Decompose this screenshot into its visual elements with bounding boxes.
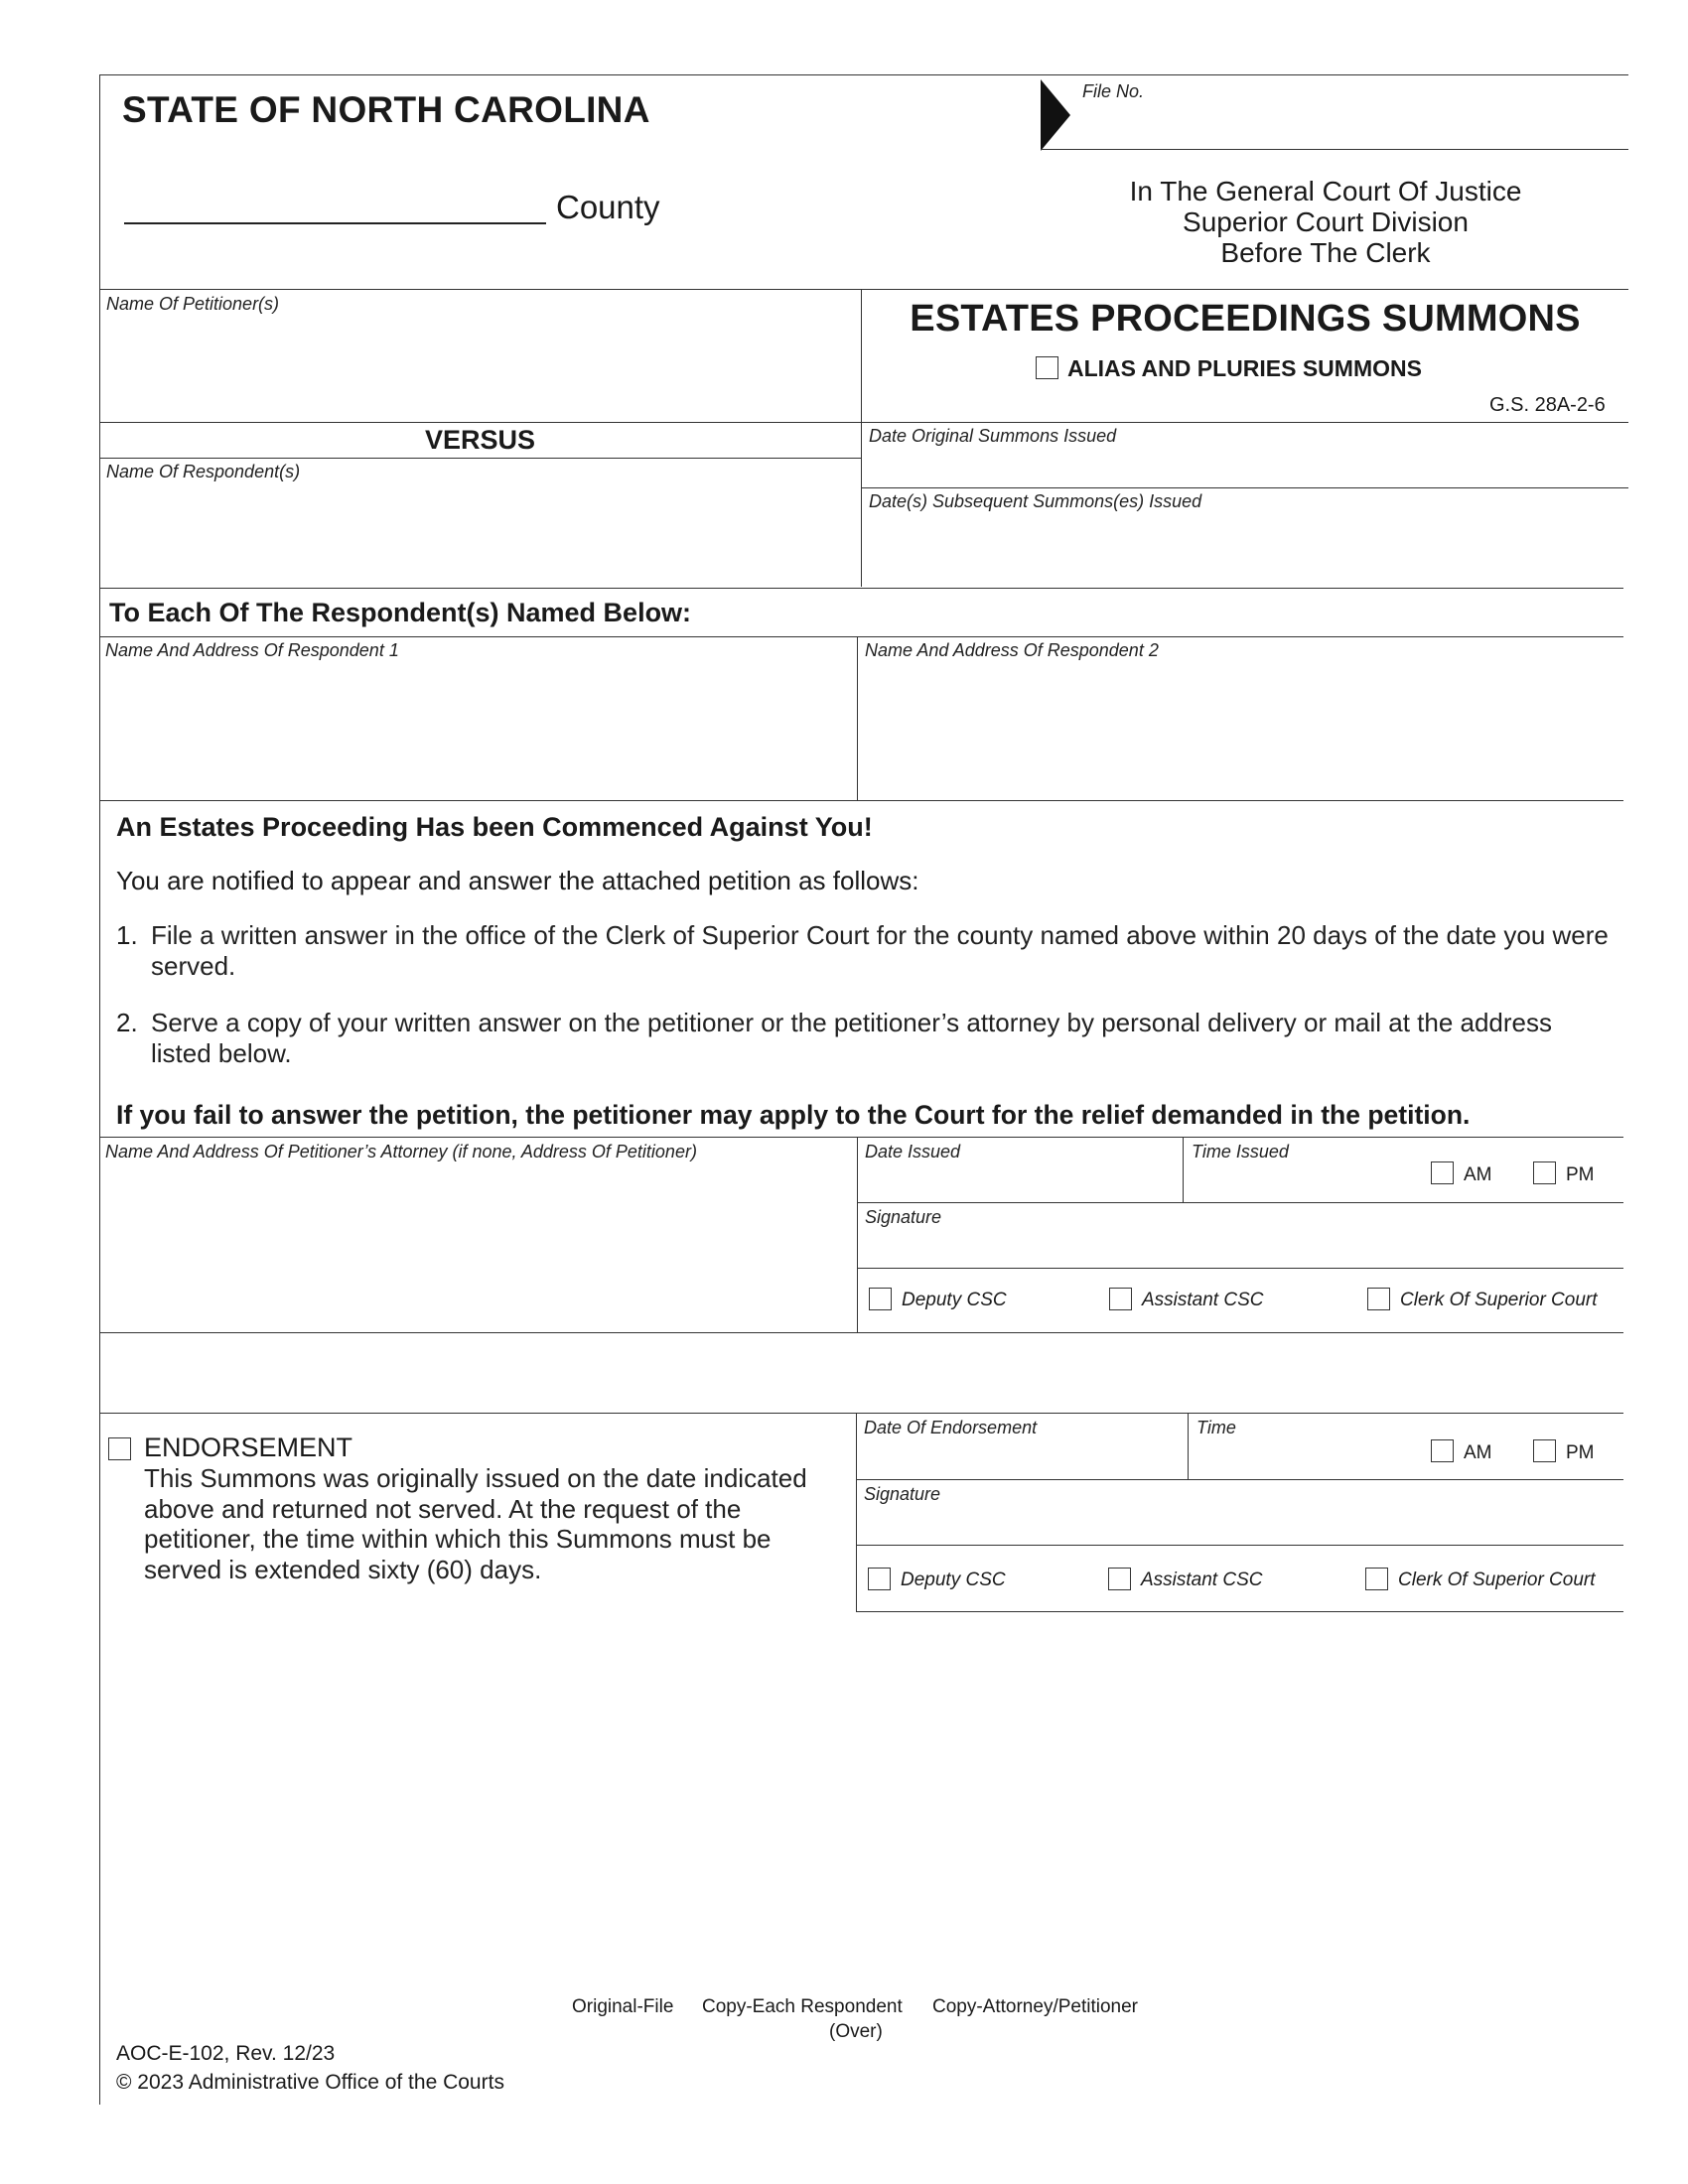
endorsement-deputy-checkbox[interactable]: [868, 1568, 891, 1590]
pm-label: PM: [1566, 1164, 1595, 1185]
deputy-csc-label: Deputy CSC: [902, 1290, 1007, 1310]
copy-respondent: Copy-Each Respondent: [702, 1996, 903, 2017]
divider: [861, 487, 1628, 488]
item2-text: Serve a copy of your written answer on the petitioner or the petitioner’s attorney by personal delivery or mail at the address listed below.: [151, 1008, 1553, 1068]
divider: [856, 1611, 1623, 1612]
copy-original: Original-File: [572, 1996, 674, 2017]
respondent2-label: Name And Address Of Respondent 2: [865, 640, 1159, 660]
divider: [856, 1413, 857, 1611]
versus-label: VERSUS: [424, 425, 536, 455]
assistant-csc-label: Assistant CSC: [1142, 1290, 1264, 1310]
date-original-label: Date Original Summons Issued: [869, 426, 1117, 446]
endorsement-clerk-checkbox[interactable]: [1365, 1568, 1388, 1590]
endorsement-am-label: AM: [1464, 1442, 1492, 1463]
signature-field[interactable]: [859, 1229, 1623, 1267]
notice-intro: You are notified to appear and answer the attached petition as follows:: [116, 866, 919, 895]
divider: [99, 1413, 1623, 1414]
divider: [856, 1479, 1623, 1480]
endorsement-signature-field[interactable]: [858, 1506, 1622, 1544]
divider: [856, 1545, 1623, 1546]
endorsement-deputy-label: Deputy CSC: [901, 1570, 1006, 1590]
endorsement-assistant-checkbox[interactable]: [1108, 1568, 1131, 1590]
signature-label: Signature: [865, 1207, 942, 1227]
statute-label: G.S. 28A-2-6: [1489, 394, 1606, 416]
file-no-label: File No.: [1082, 81, 1145, 101]
divider: [99, 1332, 1623, 1333]
alias-label: ALIAS AND PLURIES SUMMONS: [1067, 355, 1422, 381]
court-line-3: Before The Clerk: [1220, 237, 1431, 268]
divider: [861, 422, 1628, 423]
divider: [99, 289, 1628, 290]
form-number: AOC-E-102, Rev. 12/23: [116, 2042, 336, 2065]
endorsement-date-label: Date Of Endorsement: [864, 1418, 1038, 1437]
divider: [99, 588, 1623, 589]
respondent-label: Name Of Respondent(s): [106, 462, 301, 481]
divider: [99, 422, 861, 423]
court-line-1: In The General Court Of Justice: [1129, 176, 1522, 206]
divider: [857, 1202, 1623, 1203]
item1-text: File a written answer in the office of the Clerk of Superior Court for the county named above within 20 days of the date you were served.: [151, 920, 1609, 981]
divider: [99, 458, 861, 459]
form-title: ESTATES PROCEEDINGS SUMMONS: [910, 298, 1581, 340]
respondent2-field[interactable]: [859, 665, 1623, 799]
divider: [857, 636, 858, 800]
endorsement-pm-checkbox[interactable]: [1533, 1439, 1556, 1462]
endorsement-signature-label: Signature: [864, 1484, 941, 1504]
respondent1-field[interactable]: [100, 665, 855, 799]
time-issued-label: Time Issued: [1192, 1142, 1289, 1161]
deputy-csc-checkbox[interactable]: [869, 1288, 892, 1310]
endorsement-clerk-label: Clerk Of Superior Court: [1398, 1570, 1596, 1590]
date-subsequent-field[interactable]: [862, 514, 1626, 586]
endorsement-assistant-label: Assistant CSC: [1141, 1570, 1263, 1590]
court-line-2: Superior Court Division: [1183, 206, 1469, 237]
court-block: [1023, 176, 1628, 268]
petitioner-label: Name Of Petitioner(s): [106, 294, 280, 314]
am-label: AM: [1464, 1164, 1492, 1185]
time-issued-field[interactable]: [1187, 1163, 1425, 1201]
notice-heading: An Estates Proceeding Has been Commenced Against You!: [116, 812, 873, 842]
county-label: County: [556, 189, 660, 225]
endorsement-checkbox[interactable]: [108, 1437, 131, 1460]
alias-checkbox[interactable]: [1036, 356, 1058, 379]
divider: [1183, 1137, 1184, 1202]
date-subsequent-label: Date(s) Subsequent Summons(es) Issued: [869, 491, 1202, 511]
clerk-checkbox[interactable]: [1367, 1288, 1390, 1310]
county-field[interactable]: [124, 197, 546, 224]
divider: [99, 636, 1623, 637]
respondents-heading: To Each Of The Respondent(s) Named Below:: [109, 598, 692, 627]
respondent1-label: Name And Address Of Respondent 1: [105, 640, 399, 660]
item2-number: 2.: [116, 1008, 138, 1037]
pm-checkbox[interactable]: [1533, 1161, 1556, 1184]
state-heading: STATE OF NORTH CAROLINA: [122, 89, 650, 130]
file-no-field[interactable]: [1041, 77, 1628, 150]
date-issued-label: Date Issued: [865, 1142, 961, 1161]
endorsement-text: This Summons was originally issued on the date indicated above and returned not served. At the request of the petitioner, the time within which this Summons must be served is extended sixty (60) days.: [144, 1463, 807, 1584]
attorney-field[interactable]: [100, 1166, 855, 1330]
over-label: (Over): [829, 2021, 883, 2042]
endorsement-title: ENDORSEMENT: [144, 1433, 353, 1462]
divider: [857, 1137, 858, 1332]
am-checkbox[interactable]: [1431, 1161, 1454, 1184]
respondent-field[interactable]: [100, 486, 860, 586]
endorsement-time-field[interactable]: [1192, 1439, 1425, 1477]
endorsement-time-label: Time: [1196, 1418, 1236, 1437]
attorney-label: Name And Address Of Petitioner’s Attorney (if none, Address Of Petitioner): [105, 1142, 697, 1161]
top-border: [99, 74, 1628, 75]
divider: [1188, 1413, 1189, 1479]
item1-number: 1.: [116, 920, 138, 950]
divider: [99, 1137, 1623, 1138]
endorsement-am-checkbox[interactable]: [1431, 1439, 1454, 1462]
copyright: © 2023 Administrative Office of the Courts: [116, 2071, 504, 2094]
assistant-csc-checkbox[interactable]: [1109, 1288, 1132, 1310]
endorsement-pm-label: PM: [1566, 1442, 1595, 1463]
divider: [99, 800, 1623, 801]
date-original-field[interactable]: [862, 449, 1626, 486]
divider: [857, 1268, 1623, 1269]
copy-attorney: Copy-Attorney/Petitioner: [932, 1996, 1138, 2017]
endorsement-date-field[interactable]: [858, 1439, 1186, 1477]
clerk-label: Clerk Of Superior Court: [1400, 1290, 1598, 1310]
petitioner-field[interactable]: [100, 318, 860, 421]
date-issued-field[interactable]: [859, 1163, 1181, 1201]
warning-text: If you fail to answer the petition, the petitioner may apply to the Court for the relief demanded in the petition.: [116, 1100, 1471, 1130]
